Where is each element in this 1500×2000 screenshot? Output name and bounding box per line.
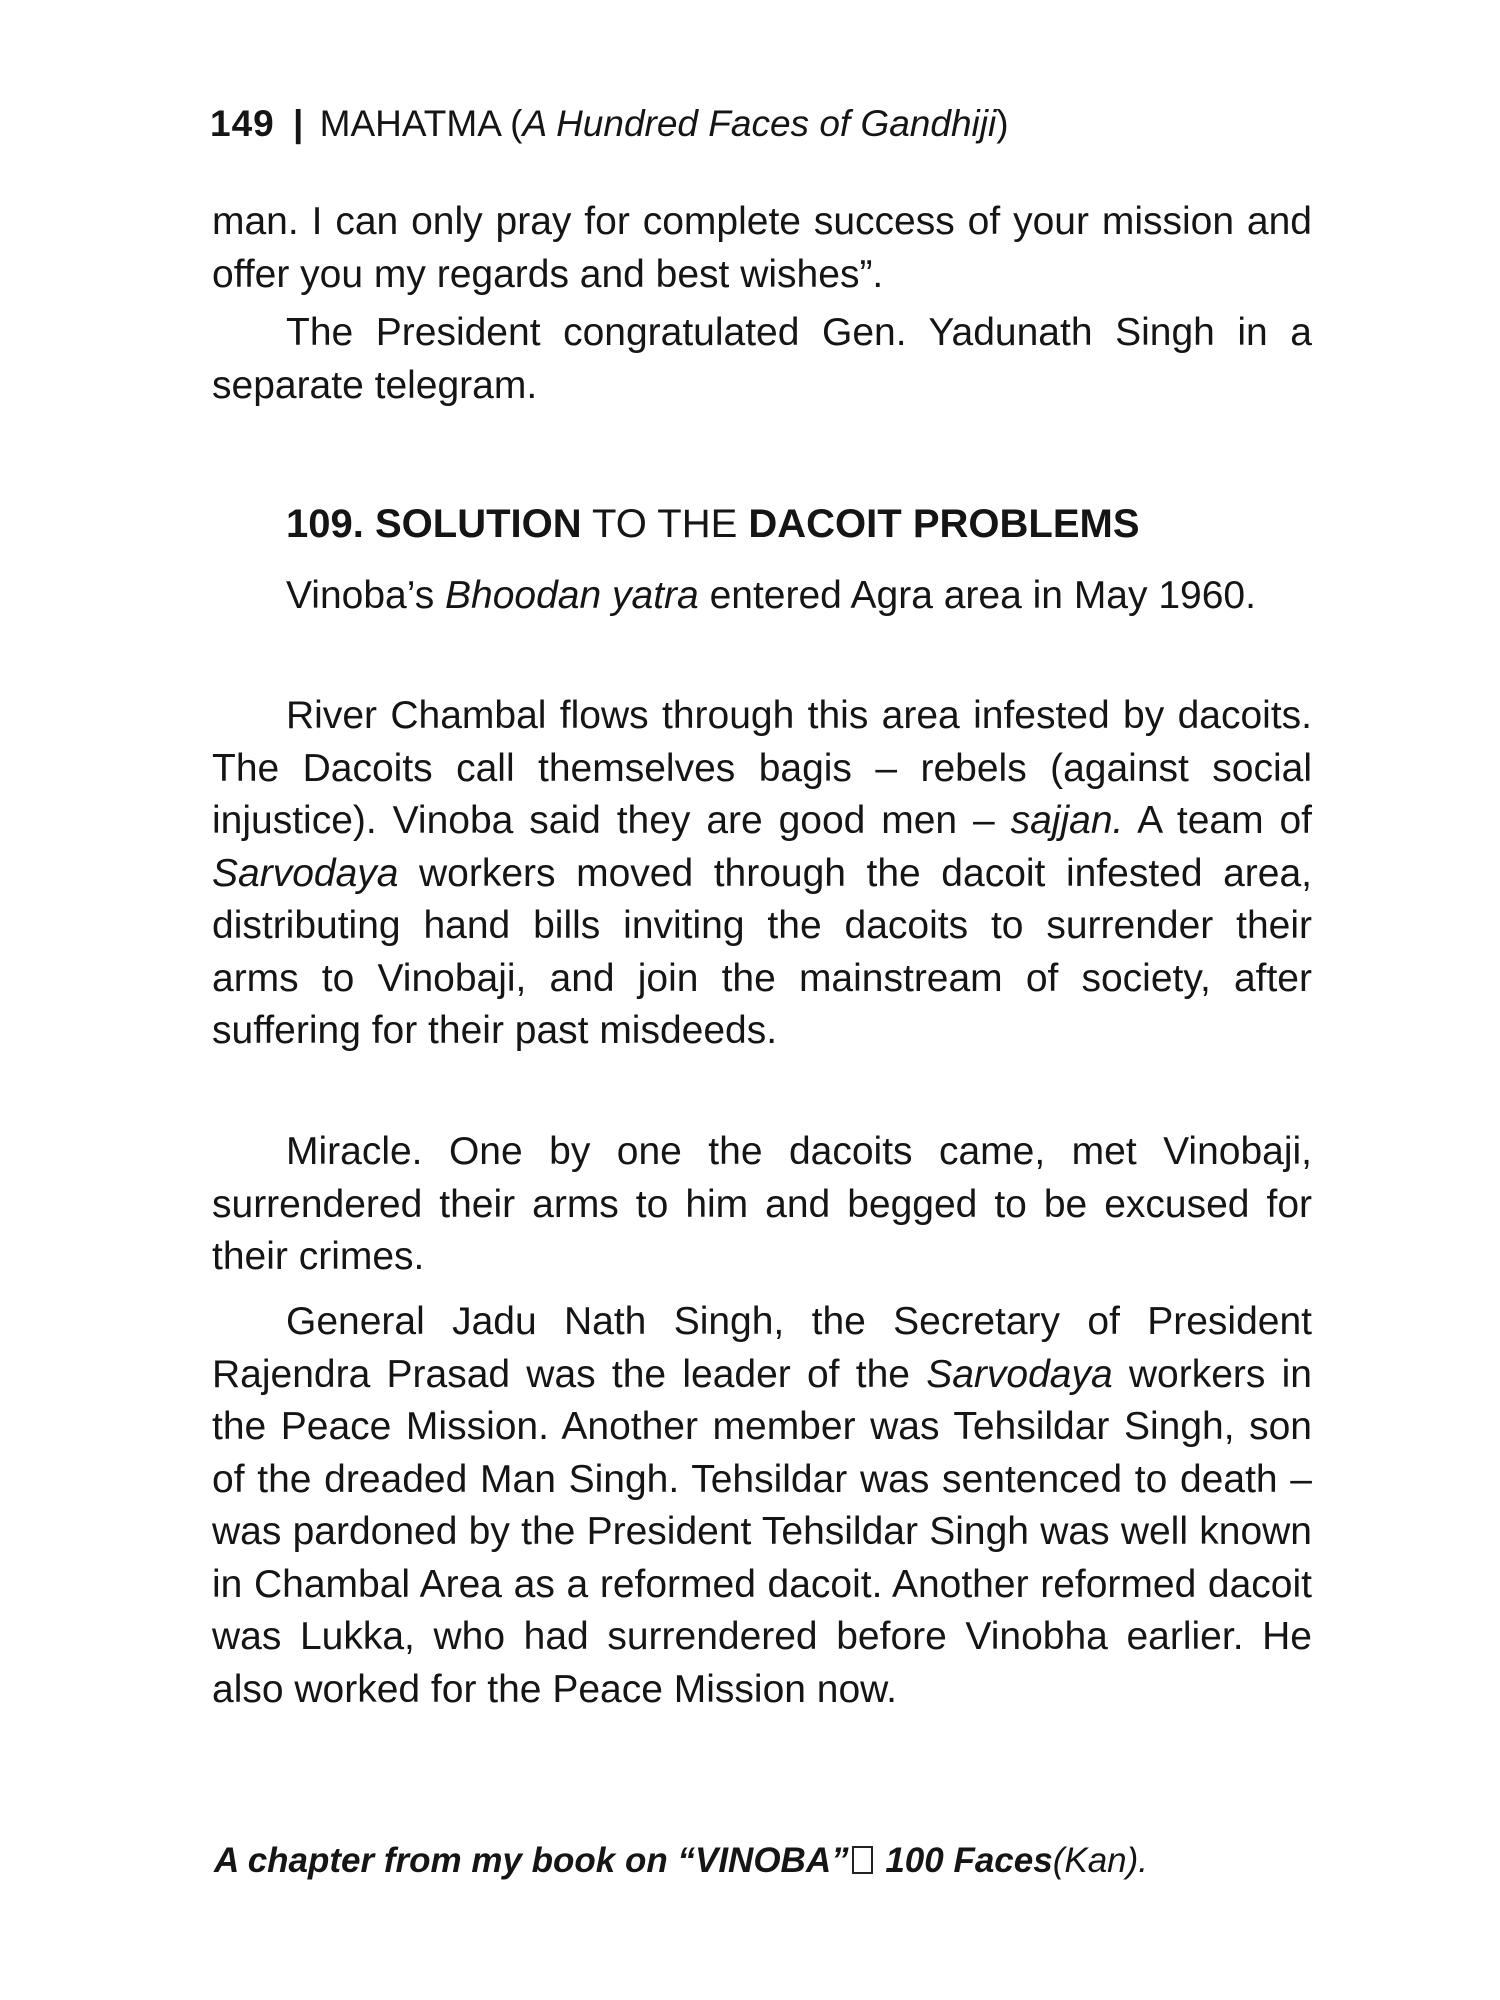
header-separator: | xyxy=(293,103,304,144)
text-run: River Chambal flows through this area infested by dacoits. The Dacoits call themselves bagis – rebels (against social injustice). Vinoba said they are good men – xyxy=(212,694,1312,842)
paragraph-river-chambal xyxy=(212,690,1312,1058)
italic-term-sajjan: sajjan. xyxy=(1010,799,1124,842)
text-run: entered Agra area in May 1960. xyxy=(698,574,1256,617)
paragraph-telegram: The President congratulated Gen. Yadunath Singh in a separate telegram. xyxy=(212,311,1312,407)
source-note-faces: 100 Faces xyxy=(875,1841,1053,1880)
paragraph-bhoodan-yatra xyxy=(212,570,1312,623)
italic-term-bhoodan-yatra: Bhoodan yatra xyxy=(445,574,699,617)
book-subtitle: A Hundred Faces of Gandhiji xyxy=(522,103,997,144)
chapter-title-solution: SOLUTION xyxy=(374,502,582,546)
subtitle-open-paren: ( xyxy=(510,103,523,144)
source-note xyxy=(214,1838,1148,1884)
missing-glyph-box xyxy=(852,1846,873,1874)
paragraph-continued: man. I can only pray for complete success of your mission and offer you my regards and best wishes”. xyxy=(212,200,1312,296)
chapter-title-dacoit-problems: DACOIT PROBLEMS xyxy=(748,502,1140,546)
running-header xyxy=(210,100,1009,148)
italic-term-sarvodaya: Sarvodaya xyxy=(926,1352,1113,1396)
chapter-title-to-the: TO THE xyxy=(592,502,738,546)
source-note-kan: (Kan). xyxy=(1052,1841,1149,1880)
source-note-text: A chapter from my book on “VINOBA” xyxy=(214,1841,849,1880)
text-run: workers in the Peace Mission. Another member was Tehsildar Singh, son of the dreaded Man Singh. Tehsildar was sentenced to death – was pardoned by the President Tehsildar Singh was well known in Chambal Area as a reformed dacoit. Another reformed dacoit was Lukka, who had surrendered before Vinobha earlier. He also worked for the Peace Mission now. xyxy=(212,1352,1312,1711)
chapter-number: 109. xyxy=(286,502,364,546)
chapter-heading xyxy=(286,498,1140,550)
subtitle-close-paren: ) xyxy=(996,103,1009,144)
italic-term-sarvodaya: Sarvodaya xyxy=(212,851,399,895)
book-title: MAHATMA xyxy=(319,103,500,144)
text-run: A team of xyxy=(1123,799,1312,842)
text-run: General Jadu Nath Singh, the Secretary of President Rajendra Prasad was the leader of the xyxy=(212,1300,1312,1396)
paragraph-peace-mission xyxy=(212,1296,1312,1716)
page-number: 149 xyxy=(210,103,275,144)
paragraph-miracle: Miracle. One by one the dacoits came, met Vinobaji, surrendered their arms to him and begged to be excused for their crimes. xyxy=(212,1130,1312,1278)
text-run: Vinoba’s xyxy=(286,574,446,617)
text-run: workers moved through the dacoit infested area, distributing hand bills inviting the dacoits to surrender their arms to Vinobaji, and join the mainstream of society, after suffering for their past misdeeds. xyxy=(212,851,1312,1052)
